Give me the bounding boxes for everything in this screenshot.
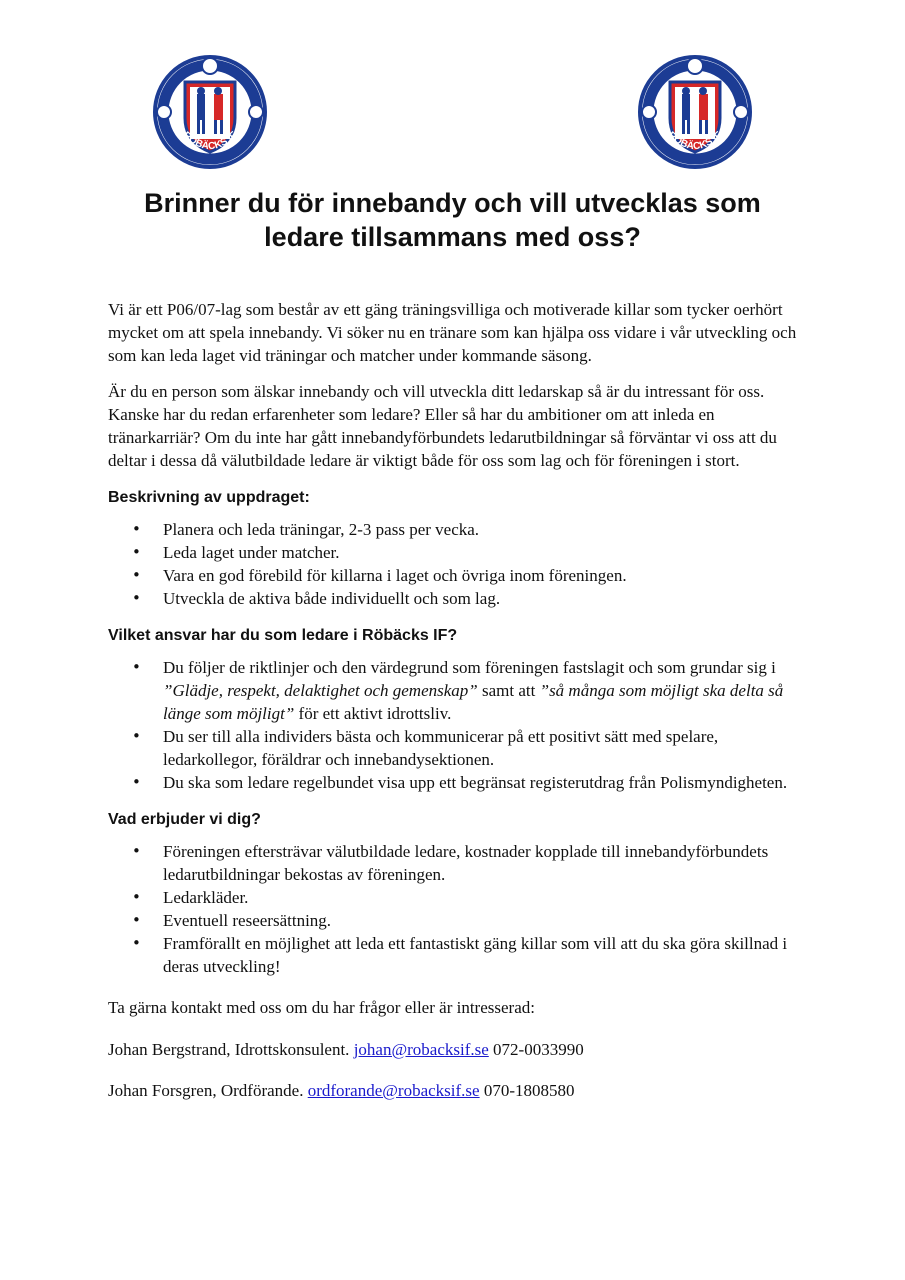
- bullet-icon: •: [132, 727, 141, 745]
- bullet-icon: •: [132, 543, 141, 561]
- contact-person-2: Johan Forsgren, Ordförande. ordforande@robacksif.se 070-1808580: [108, 1081, 575, 1100]
- intro-paragraph-1: Vi är ett P06/07-lag som består av ett gäng träningsvilliga och motiverade killar som tycker oerhört mycket om att spela innebandy. Vi söker nu en tränare som kan hjälpa oss vidare i vår utveckling och som kan leda laget vid träningar och matcher under kommande säsong.: [108, 300, 797, 365]
- intro-paragraph-2: Är du en person som älskar innebandy och vill utveckla ditt ledarskap så är du intressant för oss. Kanske har du redan erfarenheter som ledare? Eller så har du ambitioner om att inleda en tränarkarriär? Om du inte har gått innebandyförbundets ledarutbildningar så förväntar vi oss att du deltar i dessa då välutbildade ledare är viktigt både för oss som lag och för föreningen i stort.: [108, 382, 777, 470]
- title-line-1: Brinner du för innebandy och vill utvecklas som: [144, 188, 761, 218]
- section-heading-description: Beskrivning av uppdraget:: [108, 489, 310, 506]
- list-item: • Leda laget under matcher.: [132, 543, 340, 562]
- robacks-if-logo-right: [637, 54, 753, 170]
- contact-person-1: Johan Bergstrand, Idrottskonsulent. johan@robacksif.se 072-0033990: [108, 1040, 584, 1059]
- quote-motto: ”så många som möjligt ska delta så länge som möjligt”: [163, 681, 784, 723]
- bullet-icon: •: [132, 658, 141, 676]
- section-heading-responsibility: Vilket ansvar har du som ledare i Röbäcks IF?: [108, 627, 458, 644]
- svg-text:RÖBÄCKS IF: RÖBÄCKS IF: [180, 129, 240, 153]
- list-item: • Föreningen eftersträvar välutbildade ledare, kostnader kopplade till innebandyförbundets ledarutbildningar bekostas av föreningen.: [132, 842, 769, 884]
- description-list: [108, 518, 808, 610]
- list-item: • Utveckla de aktiva både individuellt och som lag.: [132, 589, 501, 608]
- responsibility-list: [108, 656, 808, 794]
- list-item: • Ledarkläder.: [132, 888, 249, 907]
- document-body: [108, 298, 808, 1120]
- bullet-icon: •: [132, 934, 141, 952]
- list-item: • Du ser till alla individers bästa och kommunicerar på ett positivt sätt med spelare, ledarkollegor, föräldrar och innebandysektionen.: [132, 727, 719, 769]
- section-heading-offer: Vad erbjuder vi dig?: [108, 811, 261, 828]
- bullet-icon: •: [132, 589, 141, 607]
- email-link-ordforande[interactable]: ordforande@robacksif.se: [307, 1081, 480, 1100]
- list-item: • Framförallt en möjlighet att leda ett fantastiskt gäng killar som vill att du ska göra skillnad i deras utveckling!: [132, 934, 788, 976]
- robacks-if-logo-left: [152, 54, 268, 170]
- list-item: • Planera och leda träningar, 2-3 pass per vecka.: [132, 520, 480, 539]
- list-item: • Du ska som ledare regelbundet visa upp ett begränsat registerutdrag från Polismyndigheten.: [132, 773, 788, 792]
- page-title: [90, 186, 815, 254]
- list-item: • Eventuell reseersättning.: [132, 911, 332, 930]
- email-link-johan[interactable]: johan@robacksif.se: [353, 1040, 489, 1059]
- contact-intro: Ta gärna kontakt med oss om du har frågor eller är intresserad:: [108, 998, 535, 1017]
- offer-list: [108, 840, 808, 978]
- title-line-2: ledare tillsammans med oss?: [264, 222, 641, 252]
- svg-text:RÖBÄCKS IF: RÖBÄCKS IF: [665, 129, 725, 153]
- bullet-icon: •: [132, 888, 141, 906]
- bullet-icon: •: [132, 911, 141, 929]
- bullet-icon: •: [132, 566, 141, 584]
- bullet-icon: •: [132, 842, 141, 860]
- bullet-icon: •: [132, 520, 141, 538]
- quote-values: ”Glädje, respekt, delaktighet och gemenskap”: [163, 681, 478, 700]
- list-item: • Du följer de riktlinjer och den värdegrund som föreningen fastslagit och som grundar sig i ”Glädje, respekt, delaktighet och gemenskap” samt att ”så många som möjligt ska delta så länge som möjligt” för ett aktivt idrottsliv.: [132, 658, 784, 723]
- list-item: • Vara en god förebild för killarna i laget och övriga inom föreningen.: [132, 566, 627, 585]
- bullet-icon: •: [132, 773, 141, 791]
